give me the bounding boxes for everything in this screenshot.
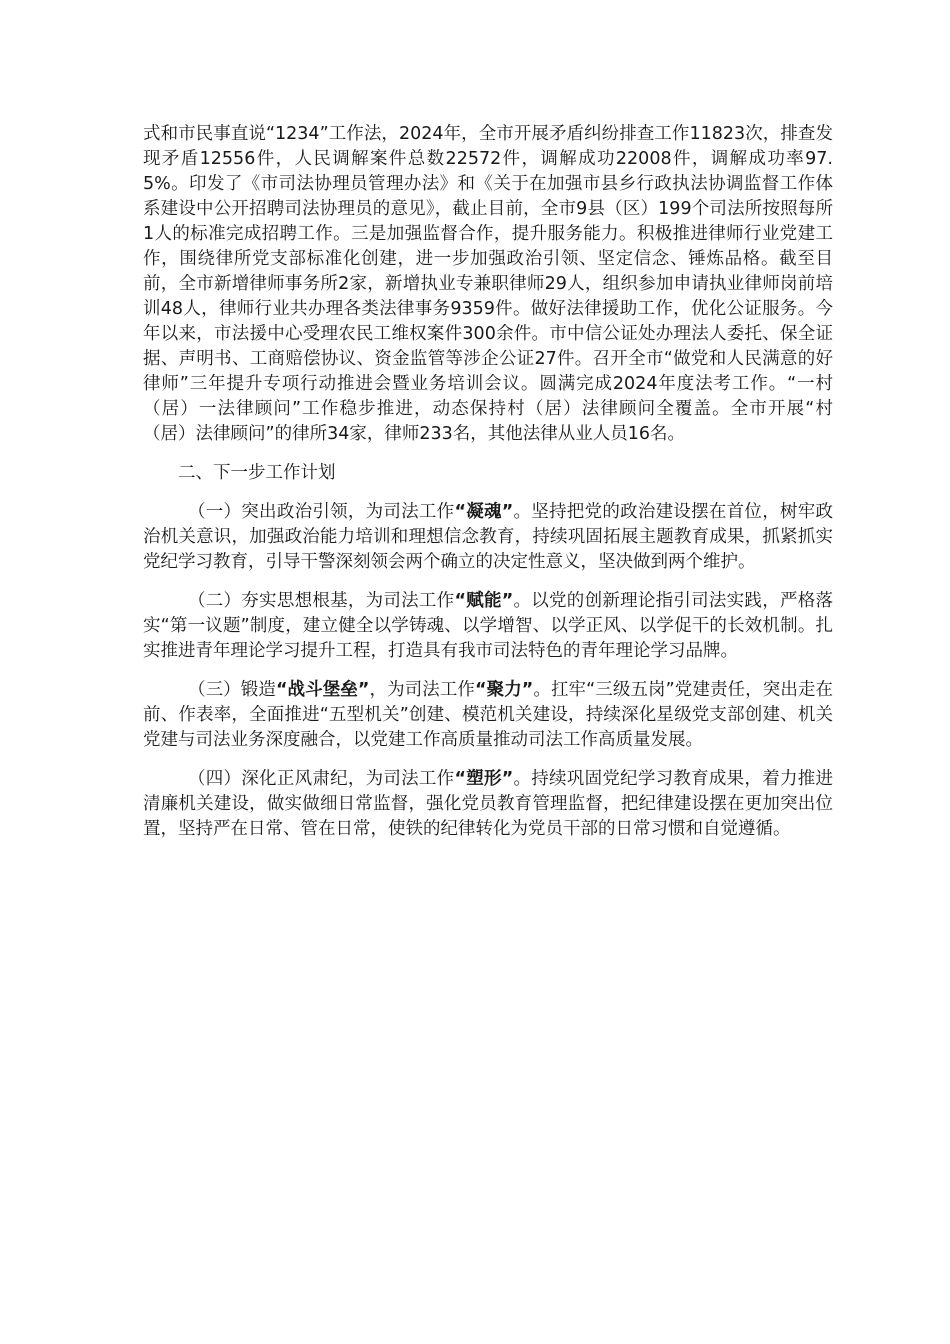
plan-item-3-mid: ，为司法工作 <box>369 680 476 700</box>
plan-item-3-prefix: （三）锻造 <box>188 680 276 700</box>
document-page <box>143 122 833 856</box>
plan-item-4-prefix: （四）深化正风肃纪，为司法工作 <box>188 769 455 789</box>
plan-item-2 <box>143 589 833 664</box>
plan-item-1-prefix: （一）突出政治引领，为司法工作 <box>188 502 455 522</box>
section-heading: 二、下一步工作计划 <box>178 463 336 483</box>
plan-item-2-body: 。以党的创新理论指引司法实践，严格落实“第一议题”制度，建立健全以学铸魂、以学增智、以学正风、以学促干的长效机制。扎实推进青年理论学习提升工程，打造具有我市司法特色的青年理论学习品牌。 <box>143 591 833 661</box>
plan-item-2-keyword: “赋能” <box>454 591 514 611</box>
continuation-paragraph: 式和市民事直说“1234”工作法，2024年，全市开展矛盾纠纷排查工作11823次，排查发现矛盾12556件，人民调解案件总数22572件，调解成功22008件，调解成功率97.5%。印发了《市司法协理员管理办法》和《关于在加强市县乡行政执法协调监督工作体系建设中公开招聘司法协理员的意见》，截止目前，全市9县（区）199个司法所按照每所1人的标准完成招聘工作。三是加强监督合作，提升服务能力。积极推进律师行业党建工作，围绕律所党支部标准化创建，进一步加强政治引领、坚定信念、锤炼品格。截至目前，全市新增律师事务所2家，新增执业专兼职律师29人，组织参加申请执业律师岗前培训48人，律师行业共办理各类法律事务9359件。做好法律援助工作，优化公证服务。今年以来，市法援中心受理农民工维权案件300余件。市中信公证处办理法人委托、保全证据、声明书、工商赔偿协议、资金监管等涉企公证27件。召开全市“做党和人民满意的好律师”三年提升专项行动推进会暨业务培训会议。圆满完成2024年度法考工作。“一村（居）一法律顾问”工作稳步推进，动态保持村（居）法律顾问全覆盖。全市开展“村（居）法律顾问”的律所34家，律师233名，其他法律从业人员16名。 <box>143 124 833 444</box>
plan-item-3-keyword: “战斗堡垒” <box>275 680 370 700</box>
plan-item-4-body: 。持续巩固党纪学习教育成果，着力推进清廉机关建设，做实做细日常监督，强化党员教育管理监督，把纪律建设摆在更加突出位置，坚持严在日常、管在日常，使铁的纪律转化为党员干部的日常习惯和自觉遵循。 <box>143 769 833 839</box>
plan-item-1 <box>143 500 833 575</box>
plan-item-1-keyword: “凝魂” <box>454 502 514 522</box>
plan-item-3-body: 。扛牢“三级五岗”党建责任，突出走在前、作表率，全面推进“五型机关”创建、模范机关建设，持续深化星级党支部创建、机关党建与司法业务深度融合，以党建工作高质量推动司法工作高质量发展。 <box>143 680 833 750</box>
plan-item-1-body: 。坚持把党的政治建设摆在首位，树牢政治机关意识，加强政治能力培训和理想信念教育，持续巩固拓展主题教育成果，抓紧抓实党纪学习教育，引导干警深刻领会两个确立的决定性意义，坚决做到两个维护。 <box>143 502 833 572</box>
plan-item-4-keyword: “塑形” <box>454 769 514 789</box>
plan-item-3-keyword-2: “聚力” <box>475 680 534 700</box>
plan-item-2-prefix: （二）夯实思想根基，为司法工作 <box>188 591 455 611</box>
plan-item-4 <box>143 767 833 842</box>
plan-item-3 <box>143 678 833 753</box>
